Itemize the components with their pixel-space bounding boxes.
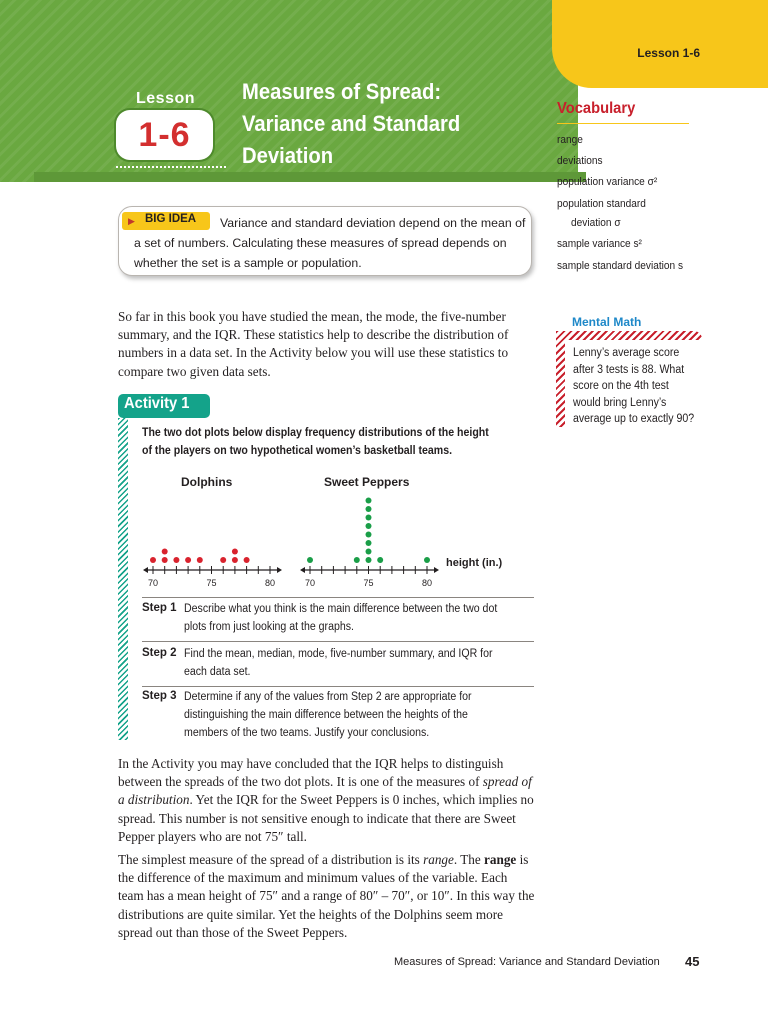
dolphins-plot-title: Dolphins (181, 475, 233, 489)
activity-stripe (118, 418, 128, 740)
tick-label: 70 (147, 578, 159, 588)
data-point (366, 532, 372, 538)
step-divider (142, 641, 534, 642)
data-point (150, 557, 156, 563)
lesson-word: Lesson (136, 90, 196, 107)
vocabulary-item: deviations (557, 155, 603, 167)
data-point (185, 557, 191, 563)
text-run: In the Activity you may have concluded that the IQR helps to distinguish between the spreads of the two dot plots. It is one of the measures of (118, 756, 504, 790)
height-axis-label: height (in.) (446, 557, 503, 569)
vocabulary-item: range (557, 134, 583, 146)
header-band-shadow (34, 172, 586, 182)
step-label: Step 2 (142, 647, 177, 659)
data-point (377, 557, 383, 563)
step-text: Find the mean, median, mode, five-number summary, and IQR for each data set. (184, 648, 493, 678)
step-label: Step 3 (142, 690, 177, 702)
data-point (197, 557, 203, 563)
vocabulary-item: sample variance s² (557, 238, 642, 250)
term-range-bold: range (484, 852, 517, 867)
data-point (162, 557, 168, 563)
text-run: is the difference of the maximum and minimum values of the variable. Each team has a mean height of 75″ and a range of 80″ – 70″, or 10″. In this way the distributions are quite similar. Yet the heights of the Dolphins seem more spread out than those of the Sweet Peppers. (118, 852, 535, 940)
dot-plots (140, 490, 540, 590)
data-point (173, 557, 179, 563)
mental-math-border (556, 331, 702, 340)
data-point (220, 557, 226, 563)
tick-label: 80 (421, 578, 433, 588)
vocabulary-rule (557, 123, 689, 124)
tick-label: 80 (264, 578, 276, 588)
data-point (424, 557, 430, 563)
lesson-tab-label: Lesson 1-6 (637, 46, 700, 60)
vocabulary-item: deviation σ (571, 217, 621, 229)
intro-paragraph: So far in this book you have studied the mean, the mode, the five-number summary, and the IQR. These statistics help to describe the distribution of numbers in a data set. In the Activity below you will use these statistics to compare two given data sets. (118, 309, 509, 379)
data-point (366, 540, 372, 546)
data-point (354, 557, 360, 563)
data-point (366, 523, 372, 529)
page-number: 45 (685, 954, 700, 969)
body-paragraph (118, 755, 536, 846)
data-point (366, 506, 372, 512)
activity-intro: The two dot plots below display frequency distributions of the height of the players on two hypothetical women’s basketball teams. (142, 427, 489, 457)
vocabulary-item: population variance σ² (557, 176, 658, 188)
step-divider (142, 597, 534, 598)
tick-label: 75 (206, 578, 217, 588)
vocabulary-title: Vocabulary (557, 100, 636, 117)
data-point (366, 515, 372, 521)
data-point (307, 557, 313, 563)
text-run: The simplest measure of the spread of a distribution is its (118, 852, 424, 867)
term-range-italic: range (423, 852, 454, 867)
data-point (366, 557, 372, 563)
activity-title: Activity 1 (124, 395, 190, 412)
data-point (244, 557, 250, 563)
vocabulary-item: population standard (557, 198, 646, 210)
step-divider (142, 686, 534, 687)
data-point (232, 549, 238, 555)
big-idea-text: Variance and standard deviation depend on the mean of a set of numbers. Calculating these measures of spread depends on whether the set is a sample or population. (134, 216, 526, 270)
data-point (162, 549, 168, 555)
lesson-title: Measures of Spread: Variance and Standard Deviation (242, 79, 461, 168)
tick-label: 75 (363, 578, 374, 588)
vocabulary-item: sample standard deviation s (557, 260, 684, 272)
text-run: . Yet the IQR for the Sweet Peppers is 0 inches, which implies no spread. This number is not sensitive enough to indicate that there are Sweet Pepper players who are not 75″ tall. (118, 792, 534, 844)
step-text: Determine if any of the values from Step 2 are appropriate for distinguishing the main difference between the heights of the members of the two teams. Justify your conclusions. (184, 691, 472, 739)
step-text: Describe what you think is the main difference between the two dot plots from just looking at the graphs. (184, 603, 498, 633)
term-spread-italic: spread of a distribution (118, 774, 532, 808)
body-paragraph (118, 851, 536, 942)
mental-math-title: Mental Math (572, 315, 642, 329)
lesson-tab (552, 0, 768, 88)
tick-label: 70 (304, 578, 316, 588)
data-point (366, 549, 372, 555)
footer-title: Measures of Spread: Variance and Standard Deviation (394, 956, 660, 968)
text-run: . The (453, 852, 485, 867)
triangle-right-icon: ▶ (128, 216, 135, 226)
arrow-left-icon (143, 567, 148, 573)
data-point (232, 557, 238, 563)
arrow-right-icon (434, 567, 439, 573)
arrow-left-icon (300, 567, 305, 573)
mental-math-border (556, 331, 565, 427)
data-point (366, 498, 372, 504)
big-idea-label: BIG IDEA (145, 213, 197, 225)
arrow-right-icon (277, 567, 282, 573)
sweet-peppers-plot-title: Sweet Peppers (324, 475, 410, 489)
lesson-number: 1-6 (138, 115, 191, 154)
mental-math-text: Lenny’s average score after 3 tests is 88. What score on the 4th test would bring Lenny’s average up to exactly 90? (573, 347, 695, 425)
lesson-badge (116, 110, 213, 160)
badge-underline (116, 166, 226, 168)
step-label: Step 1 (142, 602, 177, 614)
